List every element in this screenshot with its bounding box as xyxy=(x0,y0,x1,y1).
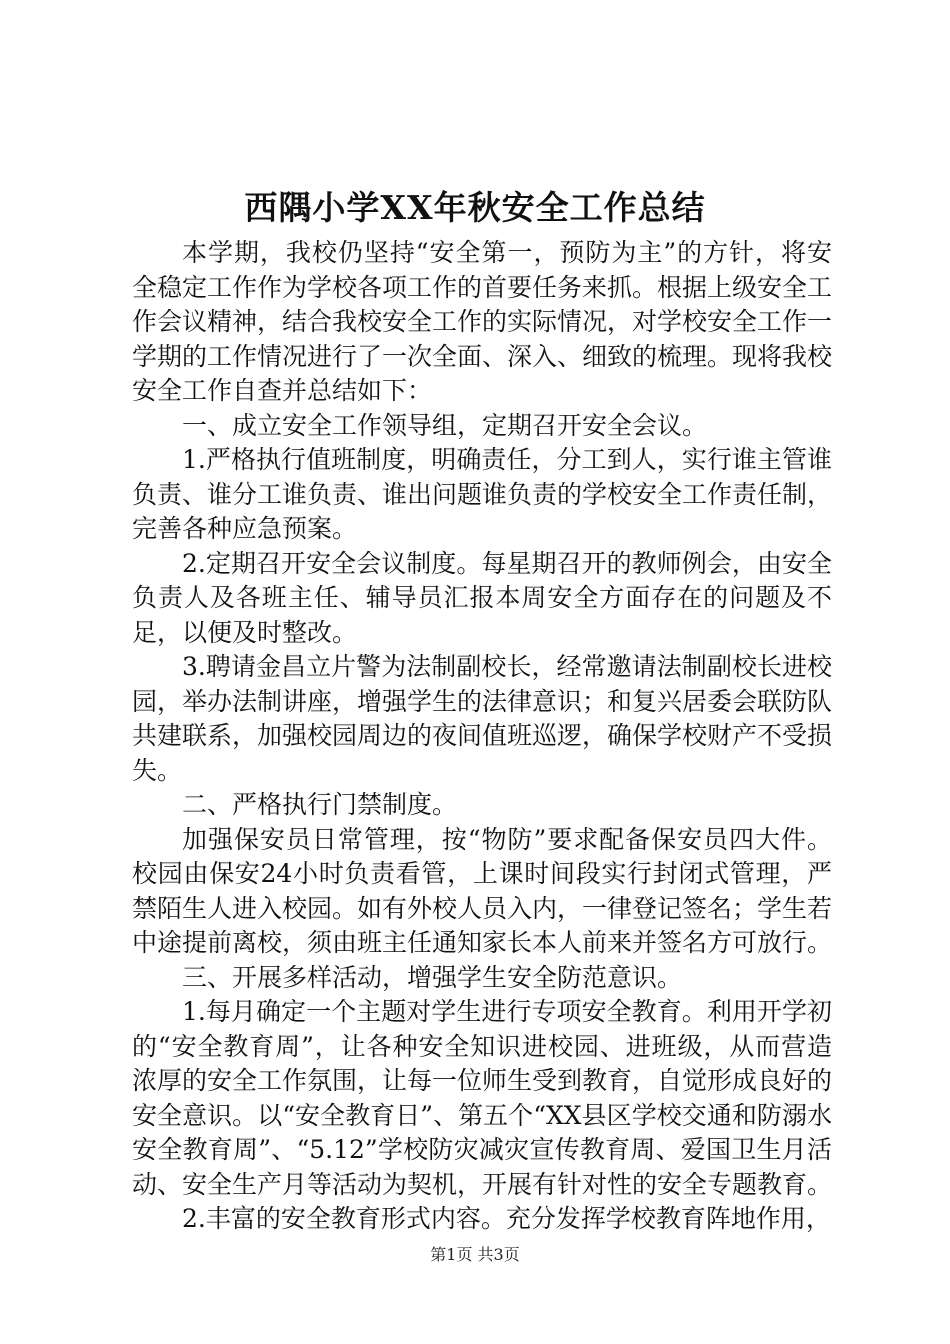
section-heading-1: 一、成立安全工作领导组，定期召开安全会议。 xyxy=(182,410,708,440)
paragraph-3-2: 2.丰富的安全教育形式内容。充分发挥学校教育阵地作用， xyxy=(182,1204,831,1233)
section-heading-2: 二、严格执行门禁制度。 xyxy=(182,790,458,819)
section-heading-3: 三、开展多样活动，增强学生安全防范意识。 xyxy=(182,962,683,992)
document-body xyxy=(132,236,832,1237)
paragraph-2: 加强保安员日常管理，按“物防”要求配备保安员四大件。校园由保安24小时负责看管，上课时间段实行封闭式管理，严禁陌生人进入校园。如有外校人员入内，一律登记签名；学生若中途提前离校，须由班主任通知家长本人前来并签名方可放行。 xyxy=(132,824,833,957)
paragraph-1-3: 3.聘请金昌立片警为法制副校长，经常邀请法制副校长进校园，举办法制讲座，增强学生的法律意识；和复兴居委会联防队共建联系，加强校园周边的夜间值班巡逻，确保学校财产不受损失。 xyxy=(132,652,833,785)
paragraph-intro: 本学期，我校仍坚持“安全第一，预防为主”的方针，将安全稳定工作作为学校各项工作的首要任务来抓。根据上级安全工作会议精神，结合我校安全工作的实际情况，对学校安全工作一学期的工作情况进行了一次全面、深入、细致的梳理。现将我校安全工作自查并总结如下： xyxy=(132,238,833,405)
document-title: 西隅小学XX年秋安全工作总结 xyxy=(244,188,706,227)
paragraph-1-2: 2.定期召开安全会议制度。每星期召开的教师例会，由安全负责人及各班主任、辅导员汇报本周安全方面存在的问题及不足，以便及时整改。 xyxy=(132,548,832,647)
paragraph-3-1: 1.每月确定一个主题对学生进行专项安全教育。利用开学初的“安全教育周”，让各种安全知识进校园、进班级，从而营造浓厚的安全工作氛围，让每一位师生受到教育，自觉形成良好的安全意识。以“安全教育日”、第五个“XX县区学校交通和防溺水安全教育周”、“5.12”学校防灾减灾宣传教育周、爱国卫生月活动、安全生产月等活动为契机，开展有针对性的安全专题教育。 xyxy=(132,997,833,1199)
page-footer: 第1页 共3页 xyxy=(430,1245,520,1264)
paragraph-1-1: 1.严格执行值班制度，明确责任，分工到人，实行谁主管谁负责、谁分工谁负责、谁出问题谁负责的学校安全工作责任制，完善各种应急预案。 xyxy=(132,445,833,543)
